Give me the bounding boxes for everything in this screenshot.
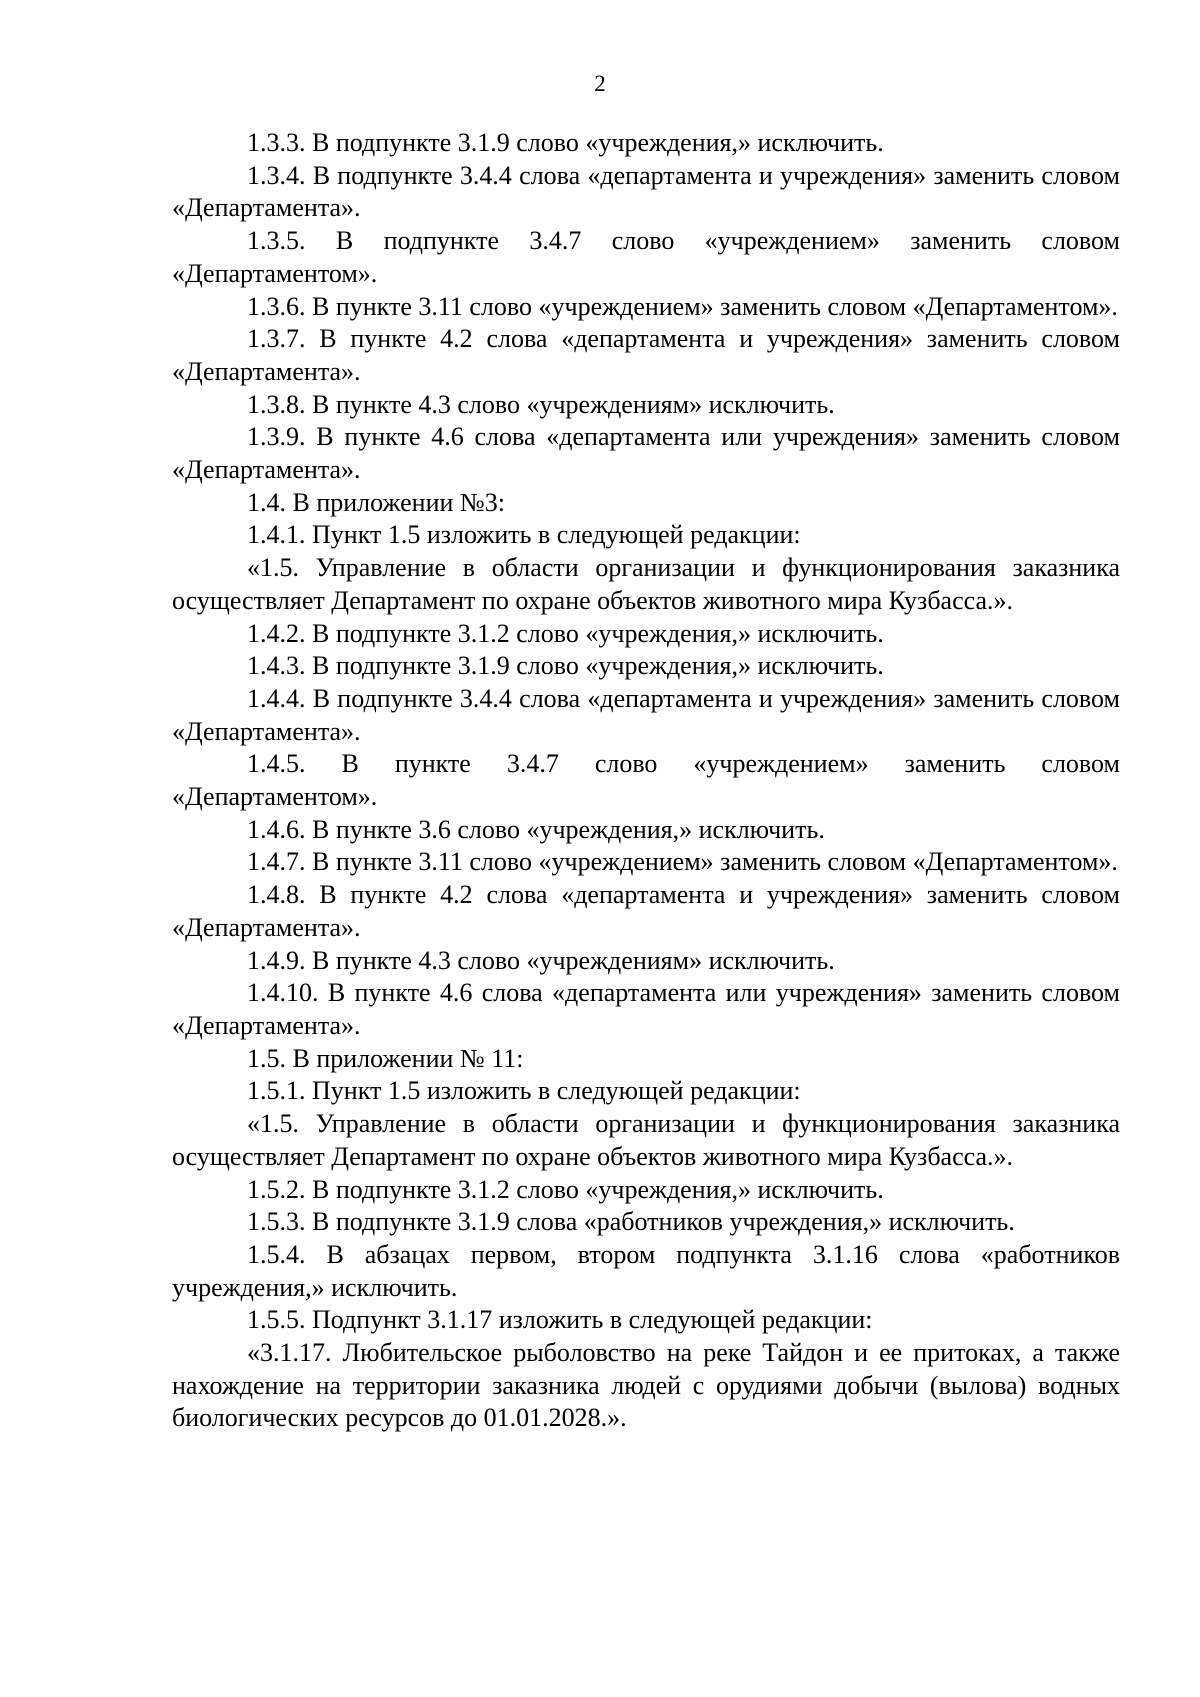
page-number: 2 (594, 71, 606, 96)
paragraph-1-3-5: 1.3.5. В подпункте 3.4.7 слово «учреждением» заменить словом «Департаментом». (172, 226, 1120, 288)
paragraph-1-4-1: 1.4.1. Пункт 1.5 изложить в следующей редакции: (247, 520, 801, 550)
paragraph-quote-1-5-a: «1.5. Управление в области организации и функционирования заказника осуществляет Департамент по охране объектов животного мира Кузбасса.». (172, 553, 1120, 615)
paragraph-1-5-4: 1.5.4. В абзацах первом, втором подпункта 3.1.16 слова «работников учреждения,» исключить. (172, 1239, 1120, 1302)
paragraph-1-4-3: 1.4.3. В подпункте 3.1.9 слово «учреждения,» исключить. (247, 651, 884, 681)
paragraph-1-4-9: 1.4.9. В пункте 4.3 слово «учреждениям» исключить. (247, 945, 835, 975)
paragraph-1-4-2: 1.4.2. В подпункте 3.1.2 слово «учреждения,» исключить. (247, 618, 884, 648)
paragraph-1-4-4: 1.4.4. В подпункте 3.4.4 слова «департамента и учреждения» заменить словом «Департамента». (172, 683, 1120, 746)
paragraph-1-4-10: 1.4.10. В пункте 4.6 слова «департамента или учреждения» заменить словом «Департамента». (172, 978, 1120, 1040)
paragraph-1-4-7: 1.4.7. В пункте 3.11 слово «учреждением» заменить словом «Департаментом». (247, 847, 1118, 877)
paragraph-1-4-6: 1.4.6. В пункте 3.6 слово «учреждения,» исключить. (247, 814, 825, 844)
paragraph-1-4-5: 1.4.5. В пункте 3.4.7 слово «учреждением» заменить словом «Департаментом». (172, 749, 1120, 812)
paragraph-1-4-8: 1.4.8. В пункте 4.2 слова «департамента и учреждения» заменить словом «Департамента». (172, 880, 1120, 942)
paragraph-1-4: 1.4. В приложении №3: (247, 487, 505, 517)
paragraph-1-3-8: 1.3.8. В пункте 4.3 слово «учреждениям» исключить. (247, 389, 835, 419)
paragraph-quote-1-5-b: «1.5. Управление в области организации и функционирования заказника осуществляет Департамент по охране объектов животного мира Кузбасса.». (172, 1109, 1120, 1171)
paragraph-1-5-3: 1.5.3. В подпункте 3.1.9 слова «работников учреждения,» исключить. (247, 1207, 1015, 1237)
paragraph-1-3-6: 1.3.6. В пункте 3.11 слово «учреждением» заменить словом «Департаментом». (247, 291, 1118, 321)
paragraph-1-5: 1.5. В приложении № 11: (247, 1043, 524, 1073)
document-body (172, 127, 1120, 1435)
paragraph-1-3-4: 1.3.4. В подпункте 3.4.4 слова «департамента и учреждения» заменить словом «Департамента». (172, 160, 1120, 223)
paragraph-1-3-9: 1.3.9. В пункте 4.6 слова «департамента или учреждения» заменить словом «Департамента». (172, 422, 1120, 485)
paragraph-1-3-3: 1.3.3. В подпункте 3.1.9 слово «учреждения,» исключить. (247, 128, 884, 157)
paragraph-1-5-2: 1.5.2. В подпункте 3.1.2 слово «учреждения,» исключить. (247, 1174, 884, 1204)
paragraph-1-5-5: 1.5.5. Подпункт 3.1.17 изложить в следующей редакции: (247, 1305, 873, 1335)
paragraph-1-3-7: 1.3.7. В пункте 4.2 слова «департамента и учреждения» заменить словом «Департамента». (172, 324, 1120, 386)
paragraph-quote-3-1-17: «3.1.17. Любительское рыболовство на реке Тайдон и ее притоках, а также нахождение на территории заказника людей с орудиями добычи (вылова) водных биологических ресурсов до 01.01.2028.». (172, 1338, 1120, 1433)
paragraph-1-5-1: 1.5.1. Пункт 1.5 изложить в следующей редакции: (247, 1076, 801, 1106)
